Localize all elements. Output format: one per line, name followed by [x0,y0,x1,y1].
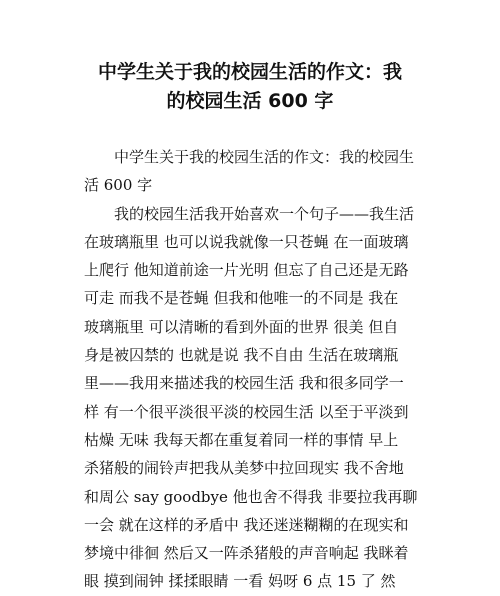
body-text-line: 我的校园生活我开始喜欢一个句子——我生活 [114,204,415,223]
document-title [60,58,440,116]
body-text-line: 中学生关于我的校园生活的作文：我的校园生 [114,148,415,166]
body-text-line: 上爬行 他知道前途一片光明 但忘了自己还是无路 [84,261,409,280]
body-text-line: 枯燥 无味 我每天都在重复着同一样的事情 早上 [84,430,399,449]
body-text-line: 和周公 say goodbye 他也舍不得我 非要拉我再聊 [84,487,418,506]
title-line: 的校园生活 600 字 [166,90,334,112]
body-text-line: 玻璃瓶里 可以清晰的看到外面的世界 很美 但自 [84,317,399,336]
body-text-line: 里——我用来描述我的校园生活 我和很多同学一 [84,374,404,393]
body-text-line: 在玻璃瓶里 也可以说我就像一只苍蝇 在一面玻璃 [84,232,409,251]
body-text-line: 样 有一个很平淡很平淡的校园生活 以至于平淡到 [84,402,409,421]
body-text-line: 身是被囚禁的 也就是说 我不自由 生活在玻璃瓶 [84,346,399,365]
body-text-line: 活 600 字 [84,176,153,195]
body-text-line: 杀猪般的闹铃声把我从美梦中拉回现实 我不舍地 [84,459,404,478]
body-text-line: 梦境中徘徊 然后又一阵杀猪般的声音响起 我眯着 [84,544,409,563]
body-text-line: 一会 就在这样的矛盾中 我还迷迷糊糊的在现实和 [84,515,409,534]
title-line: 中学生关于我的校园生活的作文：我 [97,61,402,83]
document-body [84,143,424,596]
body-text-line: 眼 摸到闹钟 揉揉眼睛 一看 妈呀 6 点 15 了 然 [84,572,396,591]
body-text-line: 可走 而我不是苍蝇 但我和他唯一的不同是 我在 [84,289,399,308]
